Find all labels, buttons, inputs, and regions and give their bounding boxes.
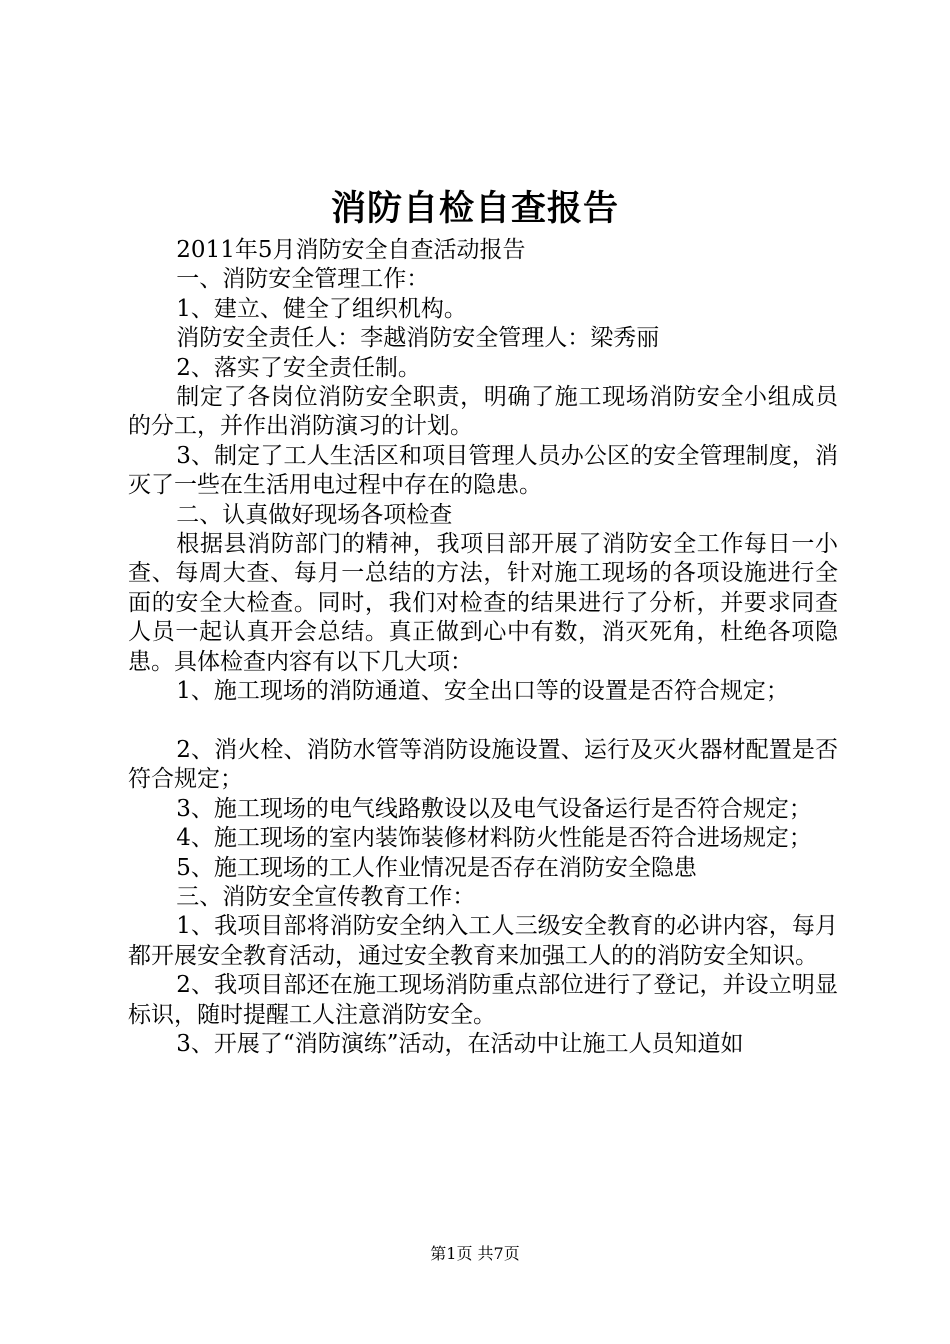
- list-item: 3、施工现场的电气线路敷设以及电气设备运行是否符合规定；: [176, 795, 812, 822]
- document-body: [128, 236, 838, 1059]
- section-heading-1: 一、消防安全管理工作：: [176, 266, 430, 293]
- paragraph: 根据县消防部门的精神，我项目部开展了消防安全工作每日一小查、每周大查、每月一总结的方法，针对施工现场的各项设施进行全面的安全大检查。同时，我们对检查的结果进行了分析，并要求同查人员一起认真开会总结。真正做到心中有数，消灭死角，杜绝各项隐患。具体检查内容有以下几大项：: [128, 531, 838, 675]
- document-title: 消防自检自查报告: [330, 188, 619, 229]
- list-item: 1、施工现场的消防通道、安全出口等的设置是否符合规定；: [176, 678, 789, 705]
- page-number-footer: 第1页 共7页: [430, 1244, 520, 1263]
- paragraph: 3、开展了“消防演练”活动，在活动中让施工人员知道如: [176, 1030, 744, 1057]
- paragraph: 1、我项目部将消防安全纳入工人三级安全教育的必讲内容，每月都开展安全教育活动，通过安全教育来加强工人的的消防安全知识。: [128, 913, 838, 969]
- paragraph-intro: 2011年5月消防安全自查活动报告: [176, 237, 526, 263]
- section-heading-2: 二、认真做好现场各项检查: [176, 501, 453, 528]
- section-heading-3: 三、消防安全宣传教育工作：: [176, 883, 476, 910]
- paragraph: 消防安全责任人：李越消防安全管理人：梁秀丽: [176, 325, 660, 352]
- paragraph: 制定了各岗位消防安全职责，明确了施工现场消防安全小组成员的分工，并作出消防演习的计划。: [128, 384, 838, 440]
- list-item: 5、施工现场的工人作业情况是否存在消防安全隐患: [176, 854, 697, 881]
- paragraph: 2、落实了安全责任制。: [176, 354, 421, 381]
- list-item: 4、施工现场的室内装饰装修材料防火性能是否符合进场规定；: [176, 825, 812, 852]
- paragraph: 2、我项目部还在施工现场消防重点部位进行了登记，并设立明显标识，随时提醒工人注意消防安全。: [128, 972, 838, 1028]
- paragraph: 1、建立、健全了组织机构。: [176, 295, 467, 322]
- paragraph: 3、制定了工人生活区和项目管理人员办公区的安全管理制度，消灭了一些在生活用电过程中存在的隐患。: [128, 442, 838, 499]
- list-item: 2、消火栓、消防水管等消防设施设置、运行及灭火器材配置是否符合规定；: [128, 736, 838, 793]
